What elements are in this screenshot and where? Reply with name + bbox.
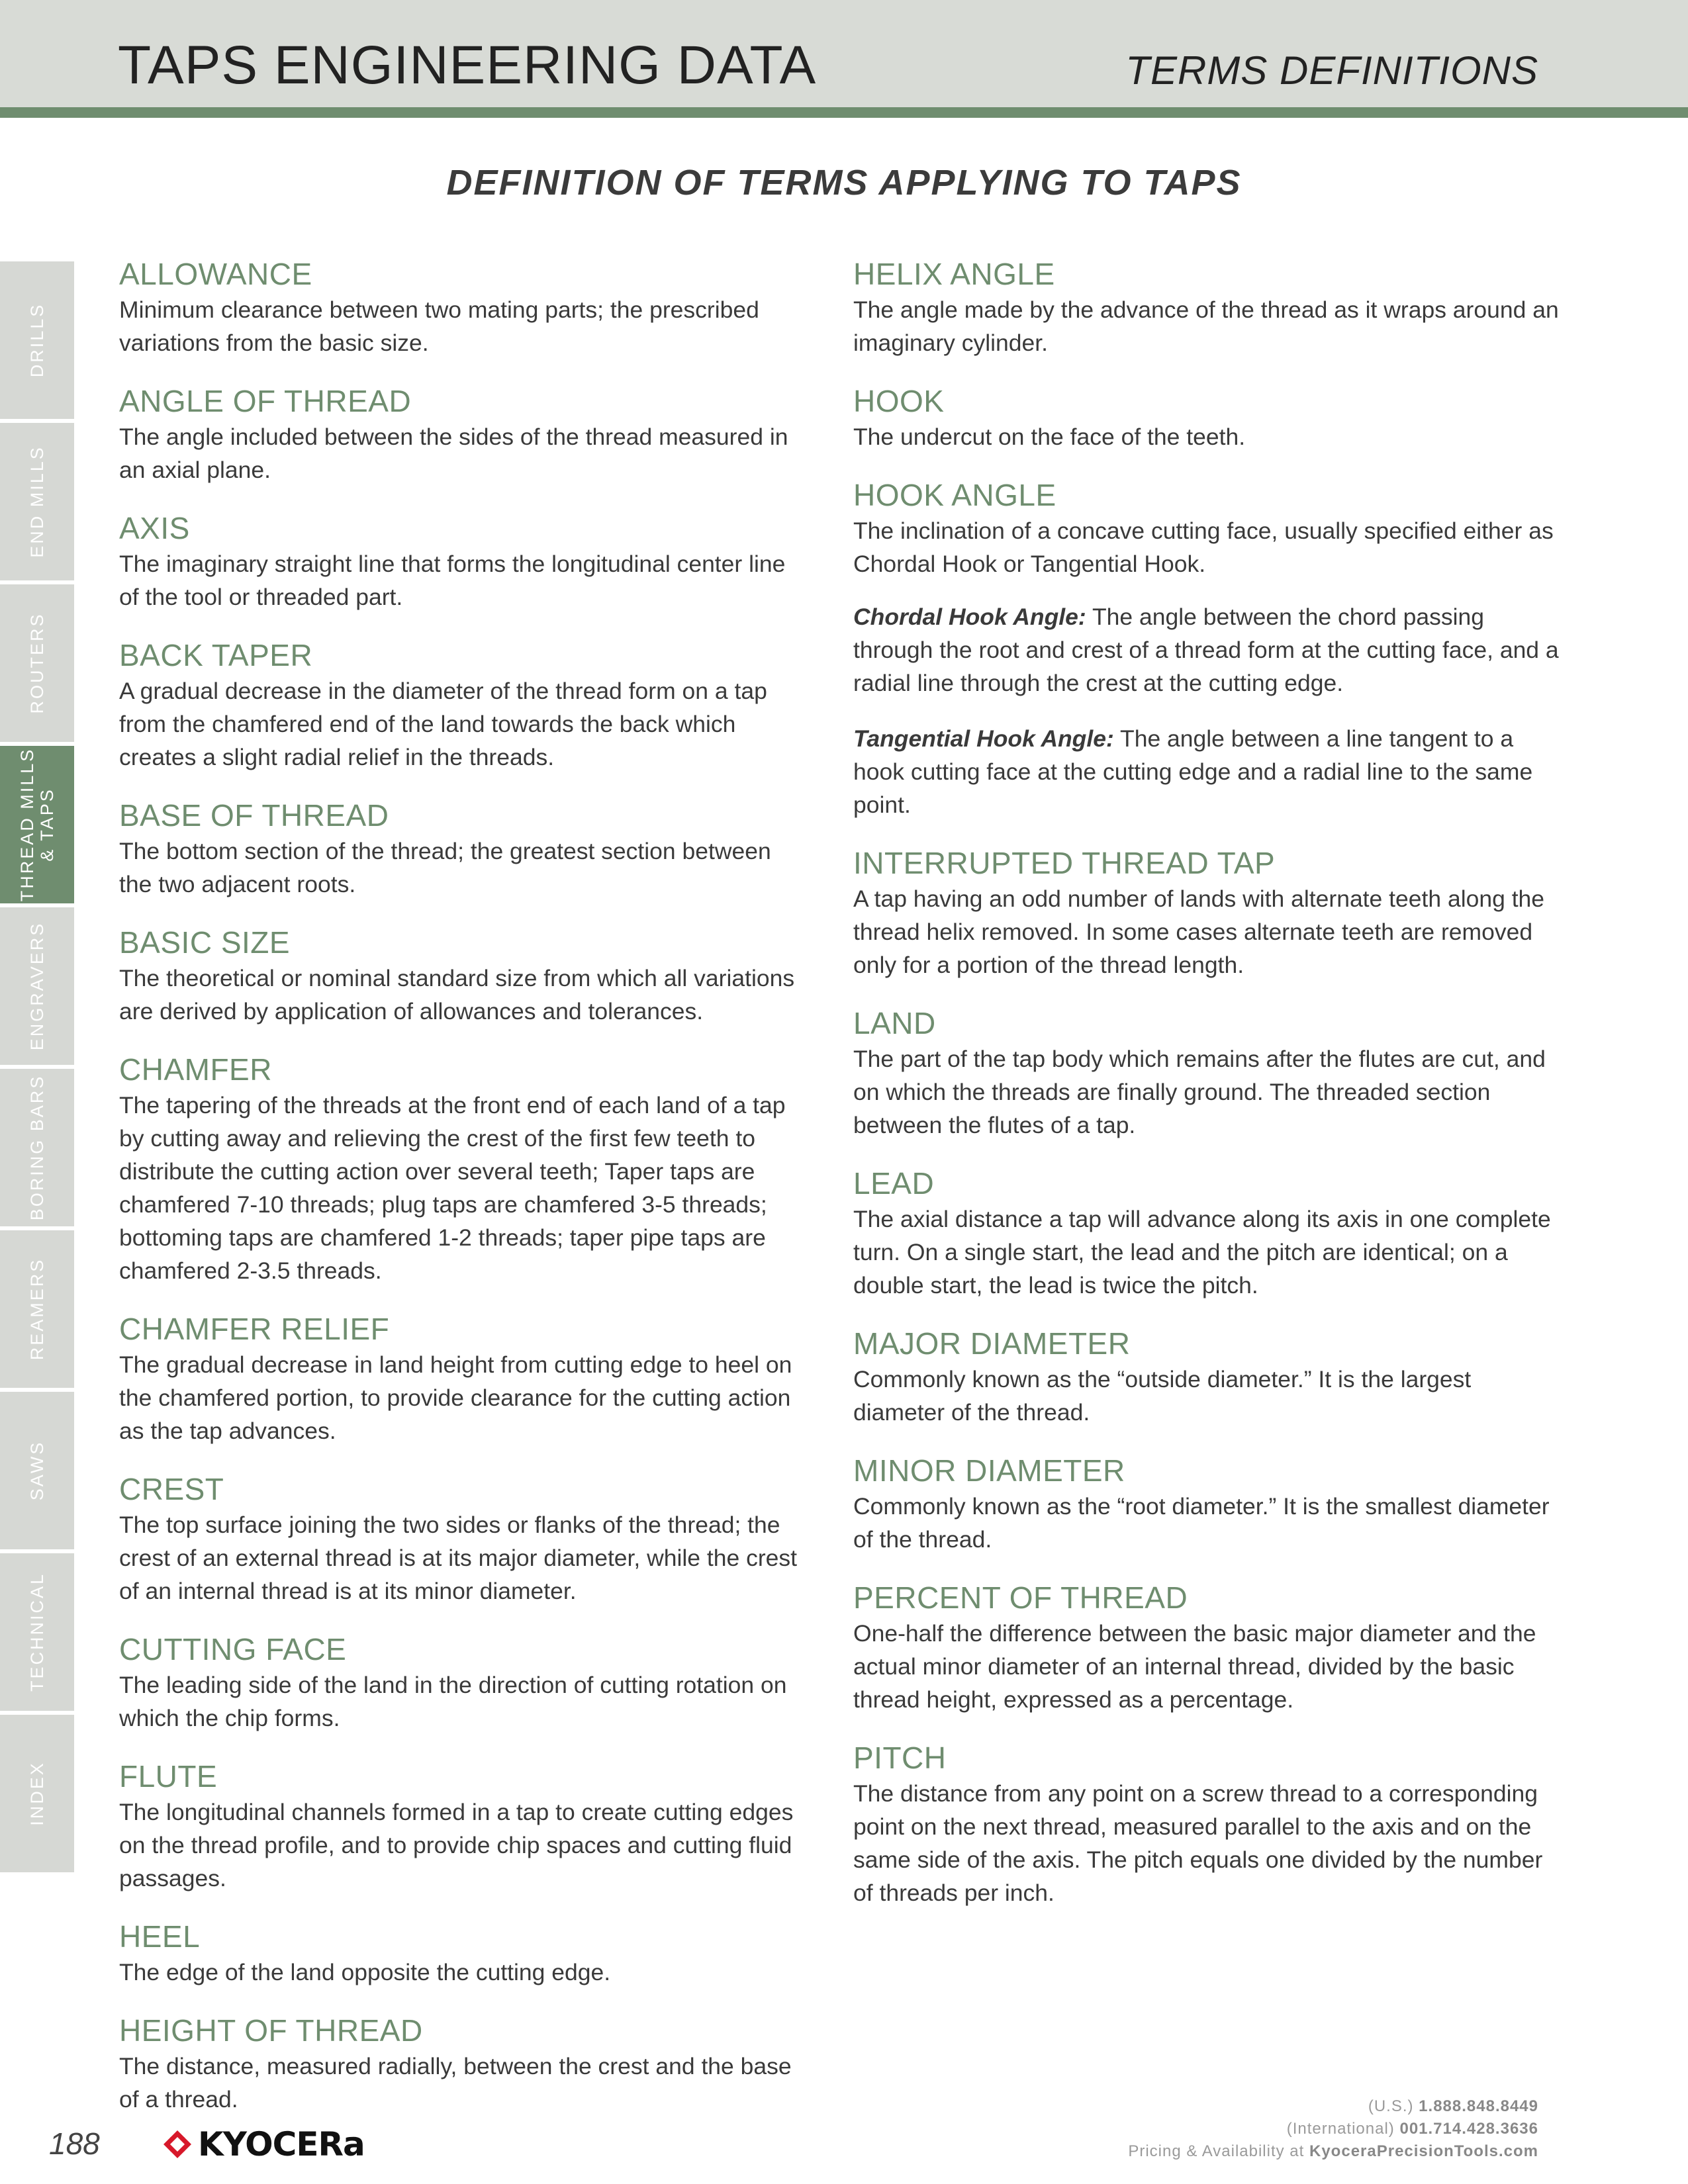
kyocera-logo-icon (162, 2129, 193, 2160)
tab-label: DRILLS (27, 302, 47, 378)
term-heading: LAND (853, 1006, 936, 1040)
term-heading: CUTTING FACE (119, 1632, 347, 1666)
term-entry (853, 1324, 1568, 1429)
term-definition: Commonly known as the “outside diameter.” It is the largest diameter of the thread. (853, 1366, 1472, 1426)
term-definition: The longitudinal channels formed in a tap to create cutting edges on the thread profile, and to provide chip spaces and cutting fluid passages. (119, 1799, 794, 1891)
term-heading: MAJOR DIAMETER (853, 1326, 1131, 1361)
term-heading: PITCH (853, 1741, 947, 1775)
term-definition: The angle made by the advance of the thread as it wraps around an imaginary cylinder. (853, 296, 1559, 356)
term-definition: The inclination of a concave cutting face, usually specified either as Chordal Hook or Tangential Hook. (853, 518, 1554, 577)
term-heading: CREST (119, 1472, 224, 1506)
page-title: DEFINITION OF TERMS APPLYING TO TAPS (446, 163, 1242, 203)
tab-label: BORING BARS (27, 1074, 47, 1221)
term-definition: The distance, measured radially, between the crest and the base of a thread. (119, 2053, 792, 2113)
tab-technical[interactable] (0, 1553, 74, 1711)
term-definition: One-half the difference between the basic major diameter and the actual minor diameter of an internal thread, divided by the basic thread height, expressed as a percentage. (853, 1620, 1536, 1713)
term-entry (119, 1310, 808, 1447)
pricing-label: Pricing & Availability at (1128, 2142, 1305, 2160)
us-phone-line (1128, 2095, 1538, 2118)
left-column (119, 255, 808, 2138)
tab-label (17, 748, 57, 902)
term-definition: The distance from any point on a screw thread to a corresponding point on the next thread, measured parallel to the axis and on the same side of the axis. The pitch equals one divided by the number of threads per inch. (853, 1780, 1543, 1906)
page-header (0, 0, 1688, 107)
tab-boring-bars[interactable] (0, 1069, 74, 1226)
term-definition: The imaginary straight line that forms the longitudinal center line of the tool or threaded part. (119, 551, 786, 610)
term-entry (119, 1050, 808, 1287)
tab-label: TECHNICAL (27, 1572, 47, 1692)
term-heading: CHAMFER (119, 1052, 272, 1087)
term-entry (119, 1917, 808, 1989)
term-definition: Commonly known as the “root diameter.” It is the smallest diameter of the thread. (853, 1493, 1550, 1553)
website-link[interactable]: KyoceraPrecisionTools.com (1309, 2142, 1538, 2160)
section-tabs (0, 261, 74, 1876)
chordal-hook-angle-note (853, 600, 1568, 700)
term-entry (853, 1164, 1568, 1302)
term-definition: The part of the tap body which remains after the flutes are cut, and on which the threads are finally ground. The threaded section between the flutes of a tap. (853, 1046, 1546, 1138)
term-entry (853, 1004, 1568, 1142)
term-definition: A gradual decrease in the diameter of the thread form on a tap from the chamfered end of the land towards the back which creates a slight radial relief in the threads. (119, 678, 767, 770)
tab-saws[interactable] (0, 1392, 74, 1549)
tab-label: END MILLS (27, 445, 47, 558)
term-heading: AXIS (119, 511, 190, 545)
us-label: (U.S.) (1368, 2097, 1414, 2115)
term-heading: ANGLE OF THREAD (119, 384, 412, 418)
term-heading: BACK TAPER (119, 638, 313, 672)
term-definition: Minimum clearance between two mating parts; the prescribed variations from the basic size. (119, 296, 759, 356)
header-divider (0, 107, 1688, 118)
term-heading: LEAD (853, 1166, 935, 1201)
contact-info (1128, 2095, 1538, 2163)
term-heading: HOOK (853, 384, 945, 418)
tab-index[interactable] (0, 1715, 74, 1872)
term-definition: The leading side of the land in the direction of cutting rotation on which the chip forms. (119, 1672, 787, 1731)
term-entry (119, 1470, 808, 1608)
term-definition: The bottom section of the thread; the greatest section between the two adjacent roots. (119, 838, 771, 897)
term-entry (853, 1578, 1568, 1716)
kyocera-logo-text: KYOCERa (198, 2125, 365, 2163)
term-heading: PERCENT OF THREAD (853, 1580, 1188, 1615)
term-entry (119, 1757, 808, 1895)
tab-label: REAMERS (27, 1257, 47, 1361)
term-definition: The edge of the land opposite the cutting edge. (119, 1959, 611, 1985)
tab-reamers[interactable] (0, 1230, 74, 1388)
tab-label: ENGRAVERS (27, 921, 47, 1051)
tab-drills[interactable] (0, 261, 74, 419)
term-entry (853, 1451, 1568, 1556)
term-heading: HEEL (119, 1919, 201, 1954)
term-heading: INTERRUPTED THREAD TAP (853, 846, 1276, 880)
term-entry (119, 382, 808, 486)
term-entry (119, 255, 808, 359)
term-entry (853, 844, 1568, 981)
right-column (853, 255, 1568, 1932)
term-definition: A tap having an odd number of lands with alternate teeth along the thread helix removed. In some cases alternate teeth are removed only for a portion of the thread length. (853, 886, 1545, 978)
page-number: 188 (49, 2126, 100, 2161)
term-definition: The theoretical or nominal standard size from which all variations are derived by application of allowances and tolerances. (119, 965, 795, 1024)
term-entry (119, 1630, 808, 1735)
term-heading: FLUTE (119, 1759, 218, 1794)
pricing-line (1128, 2140, 1538, 2163)
term-entry (853, 1739, 1568, 1909)
term-heading: BASIC SIZE (119, 925, 291, 960)
term-entry (853, 476, 1568, 580)
intl-label: (International) (1286, 2120, 1395, 2138)
term-heading: BASE OF THREAD (119, 798, 389, 833)
term-entry (119, 509, 808, 614)
term-heading: HOOK ANGLE (853, 478, 1056, 512)
note-label: Chordal Hook Angle: (853, 604, 1086, 630)
tab-thread-mills-taps[interactable] (0, 746, 74, 903)
term-heading: CHAMFER RELIEF (119, 1312, 390, 1346)
kyocera-logo (162, 2126, 365, 2163)
term-definition: The gradual decrease in land height from cutting edge to heel on the chamfered portion, to provide clearance for the cutting action as the tap advances. (119, 1351, 792, 1444)
term-heading: ALLOWANCE (119, 257, 312, 291)
term-definition: The axial distance a tap will advance along its axis in one complete turn. On a single start, the lead and the pitch are identical; on a double start, the lead is twice the pitch. (853, 1206, 1551, 1298)
term-heading: MINOR DIAMETER (853, 1453, 1125, 1488)
term-entry (119, 636, 808, 774)
term-entry (119, 796, 808, 901)
us-phone[interactable]: 1.888.848.8449 (1419, 2097, 1538, 2115)
term-definition: The top surface joining the two sides or flanks of the thread; the crest of an external thread is at its major diameter, while the crest of an internal thread is at its minor diameter. (119, 1512, 798, 1604)
term-heading: HELIX ANGLE (853, 257, 1055, 291)
tangential-hook-angle-note (853, 722, 1568, 821)
note-text: The angle between a line tangent to a hook cutting face at the cutting edge and a radial line to the same point. (853, 725, 1533, 818)
term-definition: The angle included between the sides of the thread measured in an axial plane. (119, 424, 788, 483)
intl-phone-line (1128, 2118, 1538, 2140)
tab-end-mills[interactable] (0, 423, 74, 580)
term-entry (853, 382, 1568, 453)
term-definition: The undercut on the face of the teeth. (853, 424, 1246, 450)
tab-label-line1: THREAD MILLS (17, 747, 37, 902)
term-entry (119, 923, 808, 1028)
term-entry (119, 2011, 808, 2116)
tab-label-line2: & TAPS (37, 788, 57, 862)
tab-engravers[interactable] (0, 907, 74, 1065)
tab-label: ROUTERS (27, 612, 47, 714)
tab-label: SAWS (27, 1440, 47, 1501)
term-heading: HEIGHT OF THREAD (119, 2013, 423, 2048)
note-text: The angle between the chord passing through the root and crest of a thread form at the cutting face, and a radial line through the crest at the cutting edge. (853, 604, 1559, 696)
note-label: Tangential Hook Angle: (853, 725, 1114, 752)
term-definition: The tapering of the threads at the front end of each land of a tap by cutting away and relieving the crest of the first few teeth to distribute the cutting action over several teeth; Taper taps are chamfered 7-10 threads; plug taps are chamfered 3-5 threads; bottoming taps are chamfered 1-2 threads; taper pipe taps are chamfered 2-3.5 threads. (119, 1092, 786, 1284)
term-entry (853, 255, 1568, 359)
page-header-title: TAPS ENGINEERING DATA (118, 35, 817, 95)
tab-routers[interactable] (0, 584, 74, 742)
intl-phone[interactable]: 001.714.428.3636 (1399, 2120, 1538, 2138)
page-header-section: TERMS DEFINITIONS (1125, 48, 1538, 93)
tab-label: INDEX (27, 1761, 47, 1826)
